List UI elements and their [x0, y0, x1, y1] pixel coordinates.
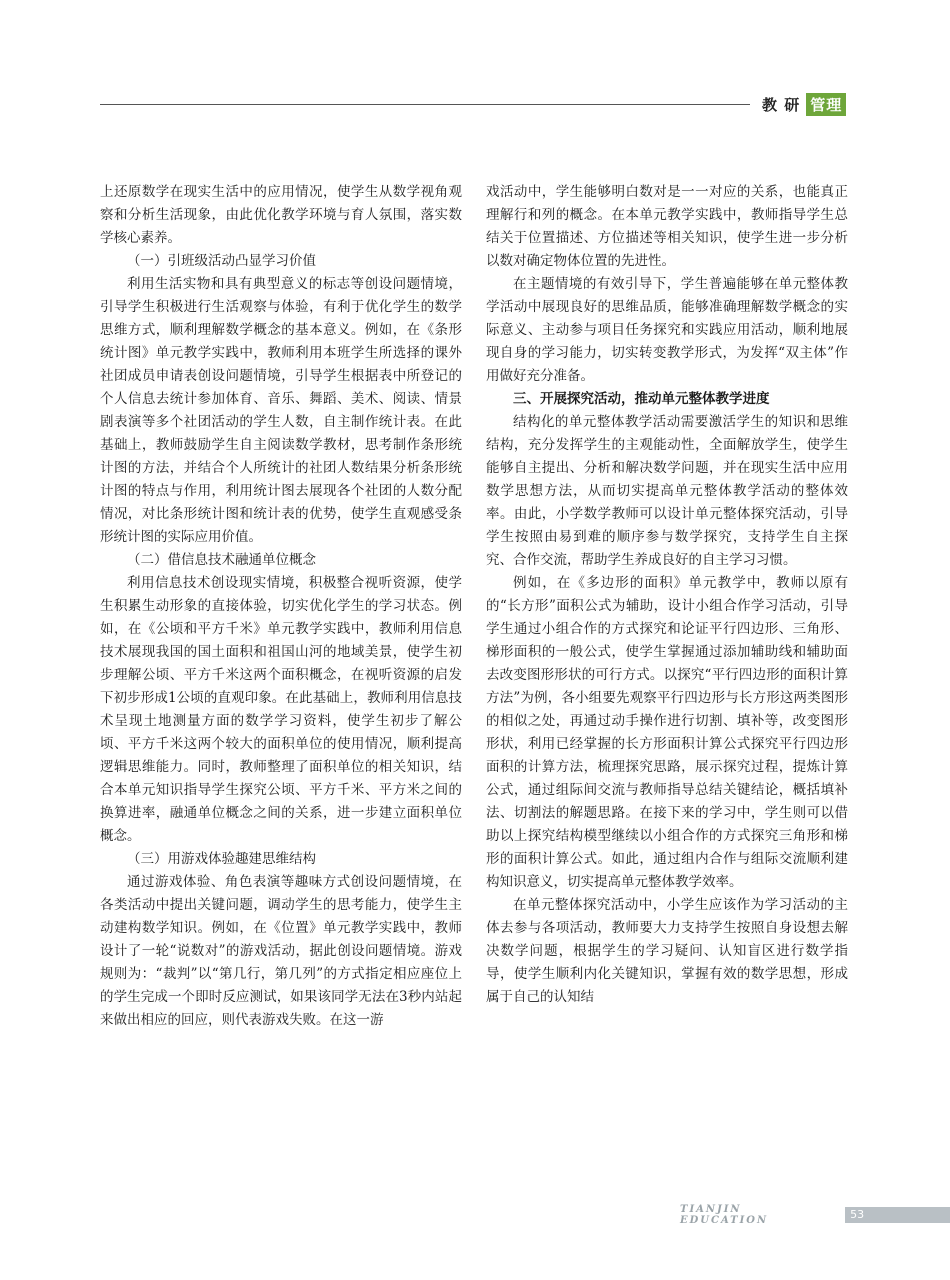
paragraph: 例如，在《多边形的面积》单元教学中，教师以原有的“长方形”面积公式为辅助，设计小组合作学习活动，引导学生通过小组合作的方式探究和论证平行四边形、三角形、梯形面积的一般公式，使学生掌握通过添加辅助线和辅助面去改变图形形状的可行方式。以探究“平行四边形的面积计算方法”为例，各小组要先观察平行四边形与长方形这两类图形的相似之处，再通过动手操作进行切割、填补等，改变图形形状，利用已经掌握的长方形面积计算公式探究平行四边形面积的计算方法，梳理探究思路，展示探究过程，提炼计算公式，通过组际间交流与教师指导总结关键结论，概括填补法、切割法的解题思路。在接下来的学习中，学生则可以借助以上探究结构模型继续以小组合作的方式探究三角形和梯形的面积计算公式。如此，通过组内合作与组际交流顺利建构知识意义，切实提高单元整体教学效率。 [486, 575, 848, 890]
paragraph: 在单元整体探究活动中，小学生应该作为学习活动的主体去参与各项活动，教师要大力支持学生按照自身设想去解决数学问题，根据学生的学习疑问、认知盲区进行数学指导，使学生顺利内化关键知识，掌握有效的数学思想，形成属于自己的认知结 [486, 897, 848, 1005]
page-number: 53 [845, 1207, 950, 1223]
paragraph: 上还原数学在现实生活中的应用情况，使学生从数学视角观察和分析生活现象，由此优化教学环境与育人氛围，落实数学核心素养。 [100, 184, 462, 246]
paragraph: 通过游戏体验、角色表演等趣味方式创设问题情境，在各类活动中提出关键问题，调动学生的思考能力，使学生主动建构数学知识。例如，在《位置》单元教学实践中，教师设计了一轮“说数对”的游戏活动，据此创设问题情境。游戏规则为：“裁判”以“第几行，第几列”的方式指定相应座位上的学生完成一个即时反应测试，如果该同学无法在3秒内站起来做出相应的回应，则代表游戏失败。在这一游 [100, 874, 462, 1028]
journal-name: TIANJIN EDUCATION [680, 1204, 769, 1226]
section-badge: 管理 [806, 93, 846, 116]
paragraph: 在主题情境的有效引导下，学生普遍能够在单元整体教学活动中展现良好的思维品质，能够准确理解数学概念的实际意义、主动参与项目任务探究和实践应用活动，顺利地展现自身的学习能力，切实转变教学形式，为发挥“双主体”作用做好充分准备。 [486, 276, 848, 384]
header-rule [100, 104, 750, 105]
section-header [762, 93, 846, 115]
paragraph: 戏活动中，学生能够明白数对是一一对应的关系，也能真正理解行和列的概念。在本单元教学实践中，教师指导学生总结关于位置描述、方位描述等相关知识，使学生进一步分析以数对确定物体位置的先进性。 [486, 184, 848, 269]
subsection-heading: （一）引班级活动凸显学习价值 [127, 253, 316, 269]
paragraph: 结构化的单元整体教学活动需要激活学生的知识和思维结构，充分发挥学生的主观能动性，全面解放学生，使学生能够自主提出、分析和解决数学问题，并在现实生活中应用数学思想方法，从而切实提高单元整体教学活动的整体效率。由此，小学数学教师可以设计单元整体探究活动，引导学生按照由易到难的顺序参与数学探究，支持学生自主探究、合作交流，帮助学生养成良好的自主学习习惯。 [486, 414, 848, 568]
right-column [486, 181, 848, 1009]
paragraph: 利用信息技术创设现实情境，积极整合视听资源，使学生积累生动形象的直接体验，切实优化学生的学习状态。例如，在《公顷和平方千米》单元教学实践中，教师利用信息技术展现我国的国土面积和祖国山河的地域美景，使学生初步理解公顷、平方千米这两个面积概念，在视听资源的启发下初步形成1公顷的直观印象。在此基础上，教师利用信息技术呈现土地测量方面的数学学习资料，使学生初步了解公顷、平方千米这两个较大的面积单位的使用情况，顺利提高逻辑思维能力。同时，教师整理了面积单位的相关知识，结合本单元知识指导学生探究公顷、平方千米、平方米之间的换算进率，融通单位概念之间的关系，进一步建立面积单位概念。 [100, 575, 462, 844]
left-column [100, 181, 462, 1032]
subsection-heading: （三）用游戏体验趣建思维结构 [127, 851, 316, 867]
page-footer [680, 1204, 950, 1226]
subsection-heading: （二）借信息技术融通单位概念 [127, 552, 316, 568]
section-label: 教 研 [762, 95, 801, 114]
section-heading: 三、开展探究活动，推动单元整体教学进度 [513, 391, 770, 407]
paragraph: 利用生活实物和具有典型意义的标志等创设问题情境，引导学生积极进行生活观察与体验，有利于优化学生的数学思维方式，顺利理解数学概念的基本意义。例如，在《条形统计图》单元教学实践中，教师利用本班学生所选择的课外社团成员申请表创设问题情境，引导学生根据表中所登记的个人信息去统计参加体育、音乐、舞蹈、美术、阅读、情景剧表演等多个社团活动的学生人数，自主制作统计表。在此基础上，教师鼓励学生自主阅读数学教材，思考制作条形统计图的方法，并结合个人所统计的社团人数结果分析条形统计图的特点与作用，利用统计图去展现各个社团的人数分配情况，对比条形统计图和统计表的优势，使学生直观感受条形统计图的实际应用价值。 [100, 276, 462, 545]
